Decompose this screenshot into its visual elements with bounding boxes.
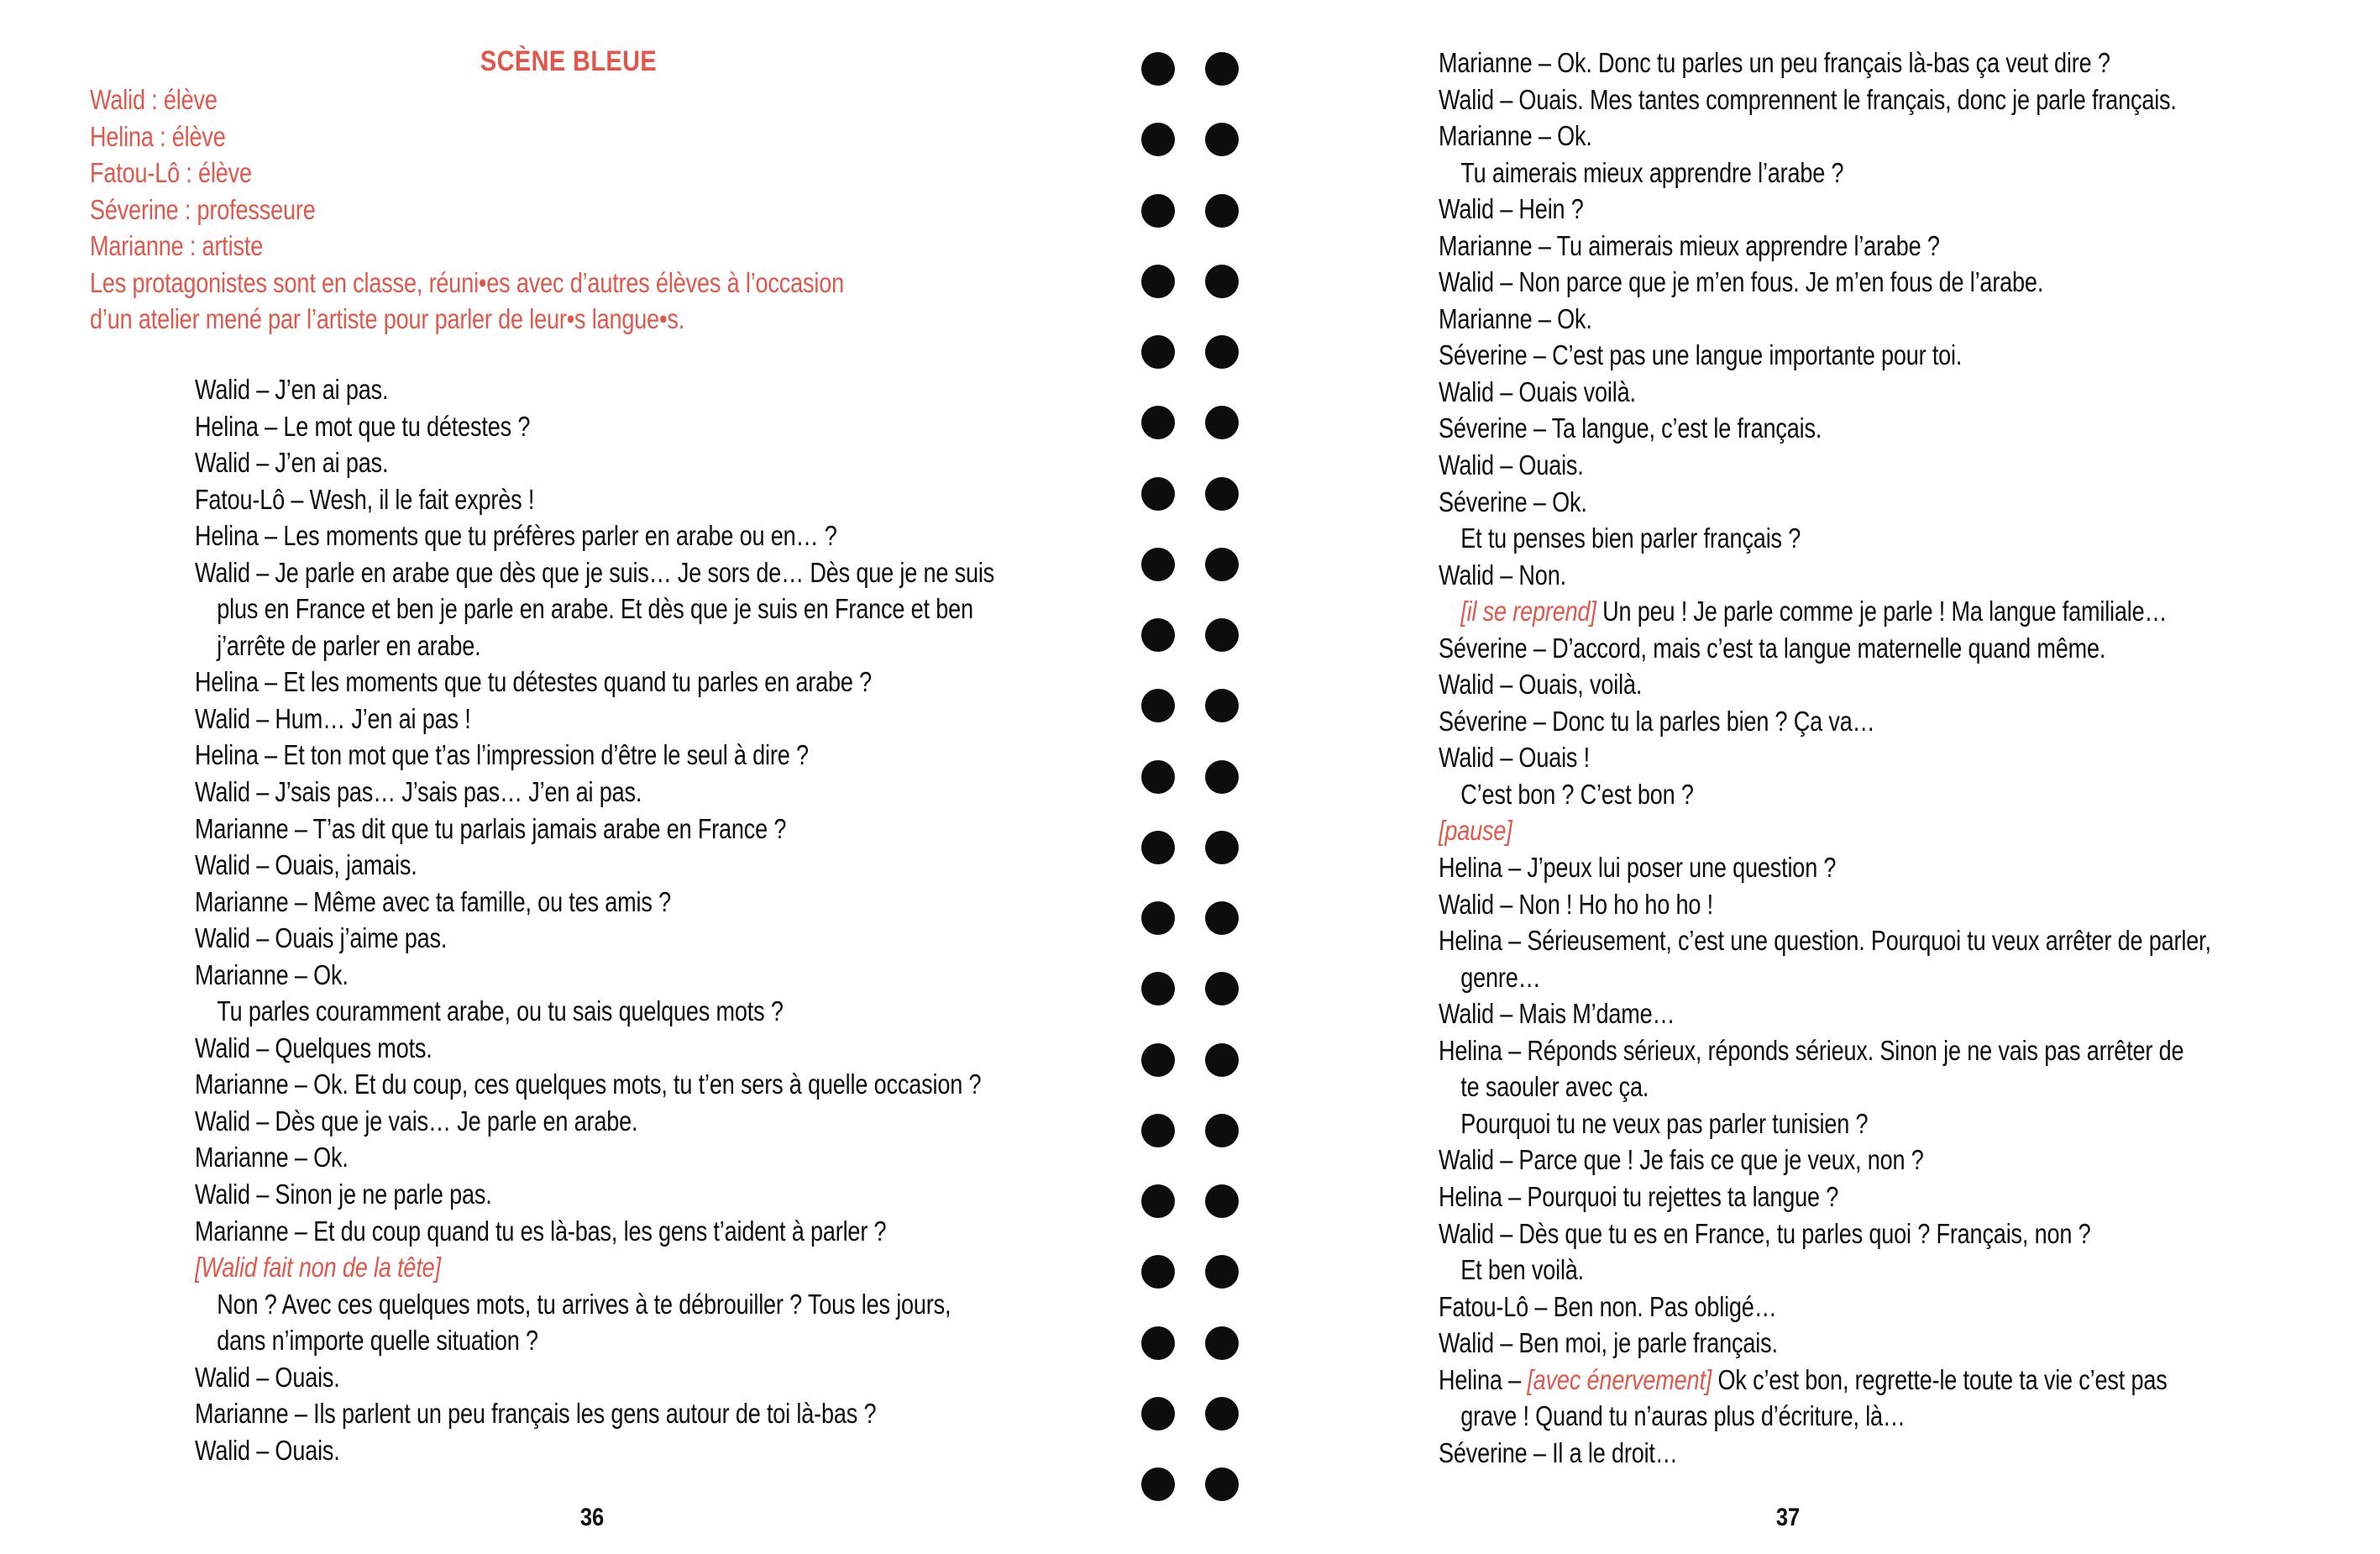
- dialogue-line: [1439, 301, 2211, 338]
- dialogue-line: [1439, 922, 2211, 959]
- dialogue-line: [1439, 155, 2211, 192]
- dialogue-line: [1439, 410, 2211, 447]
- dialogue-text: Walid – Non parce que je m’en fous. Je m’en fous de l’arabe.: [1439, 266, 2044, 298]
- dialogue-line: [195, 1103, 994, 1140]
- dot-row: [1141, 760, 1239, 794]
- dot-row: [1141, 972, 1239, 1005]
- dot-row: [1141, 1043, 1239, 1077]
- dialogue-text: Walid – Ouais. Mes tantes comprennent le français, donc je parle français.: [1439, 83, 2177, 115]
- dialogue-line: [195, 1030, 994, 1067]
- dialogue-text: Helina – Et ton mot que t’as l’impression d’être le seul à dire ?: [195, 739, 809, 771]
- binding-dot: [1205, 406, 1239, 439]
- binding-dot: [1141, 901, 1175, 935]
- dialogue-line: [1439, 520, 2211, 557]
- binding-dot: [1205, 194, 1239, 228]
- dialogue-line: [195, 993, 994, 1030]
- dot-row: [1141, 1326, 1239, 1360]
- dialogue-line: [1439, 666, 2211, 703]
- right-dialogue: [1439, 45, 2380, 1471]
- left-dialogue: [195, 371, 1170, 1468]
- dialogue-text: j’arrête de parler en arabe.: [217, 629, 481, 661]
- dialogue-line: [1439, 1032, 2211, 1069]
- dialogue-text: Helina – J’peux lui poser une question ?: [1439, 852, 1837, 884]
- dot-row: [1141, 123, 1239, 156]
- dialogue-line: [1439, 1289, 2211, 1326]
- dialogue-text: dans n’importe quelle situation ?: [217, 1325, 538, 1357]
- dialogue-text: Non ? Avec ces quelques mots, tu arrives à te débrouiller ? Tous les jours,: [217, 1288, 951, 1320]
- dialogue-text: te saouler avec ça.: [1460, 1071, 1649, 1103]
- binding-dot: [1205, 265, 1239, 298]
- dialogue-text: Helina – Et les moments que tu détestes quand tu parles en arabe ?: [195, 666, 873, 698]
- dialogue-text: Marianne – T’as dit que tu parlais jamais arabe en France ?: [195, 812, 787, 844]
- binding-dot: [1141, 52, 1175, 86]
- binding-dot: [1141, 477, 1175, 511]
- dialogue-text: plus en France et ben je parle en arabe. Et dès que je suis en France et ben: [217, 593, 973, 625]
- binding-dot: [1141, 406, 1175, 439]
- dialogue-line: [1439, 812, 2211, 849]
- dialogue-line: [195, 701, 994, 738]
- dialogue-line: [1439, 739, 2211, 776]
- dialogue-line: [1439, 484, 2211, 521]
- dialogue-line: [195, 737, 994, 774]
- binding-dot: [1141, 194, 1175, 228]
- stage-direction: [il se reprend]: [1460, 596, 1596, 627]
- dialogue-line: [1439, 1179, 2211, 1215]
- dialogue-line: [195, 517, 994, 554]
- binding-dot: [1141, 1467, 1175, 1501]
- dialogue-line: [1439, 1068, 2211, 1105]
- dialogue-text: Walid – Quelques mots.: [195, 1032, 432, 1063]
- dialogue-text: Marianne – Ok. Et du coup, ces quelques mots, tu t’en sers à quelle occasion ?: [195, 1068, 982, 1100]
- dialogue-text: Tu aimerais mieux apprendre l’arabe ?: [1460, 156, 1844, 188]
- binding-dot: [1141, 618, 1175, 652]
- dialogue-text: Marianne – Ok.: [195, 1142, 349, 1173]
- dialogue-text: genre…: [1460, 961, 1541, 993]
- dialogue-text: Séverine – D’accord, mais c’est ta langue maternelle quand même.: [1439, 632, 2106, 664]
- dialogue-text: Marianne – Tu aimerais mieux apprendre l’arabe ?: [1439, 229, 1940, 261]
- binding-dot: [1141, 1255, 1175, 1289]
- dialogue-text: Et ben voilà.: [1460, 1254, 1585, 1286]
- dialogue-line: [1439, 959, 2211, 996]
- dialogue-text: Walid – Ben moi, je parle français.: [1439, 1327, 1778, 1359]
- binding-dot: [1205, 901, 1239, 935]
- dialogue-line: [1439, 118, 2211, 155]
- binding-dot: [1141, 831, 1175, 864]
- cast-line: Les protagonistes sont en classe, réuni•es avec d’autres élèves à l’occasion: [90, 266, 845, 298]
- dialogue-text: Marianne – Ok.: [1439, 120, 1592, 152]
- dialogue-text: grave ! Quand tu n’auras plus d’écriture, là…: [1460, 1400, 1906, 1432]
- dialogue-line: [1439, 81, 2211, 118]
- binding-dot: [1141, 689, 1175, 722]
- binding-dot: [1141, 335, 1175, 369]
- dot-row: [1141, 335, 1239, 369]
- dialogue-text: Helina – Pourquoi tu rejettes ta langue ?: [1439, 1180, 1839, 1212]
- dialogue-text: Walid – Hum… J’en ai pas !: [195, 702, 471, 734]
- dialogue-line: [1439, 1435, 2211, 1472]
- binding-dot: [1141, 972, 1175, 1005]
- dot-row: [1141, 194, 1239, 228]
- binding-dot: [1141, 265, 1175, 298]
- dot-row: [1141, 477, 1239, 511]
- dialogue-text: Walid – Dès que tu es en France, tu parles quoi ? Français, non ?: [1439, 1217, 2091, 1249]
- dialogue-line: [1439, 593, 2211, 630]
- dialogue-text: Séverine – C’est pas une langue importante pour toi.: [1439, 339, 1963, 371]
- dialogue-line: [195, 884, 994, 921]
- dialogue-line: [1439, 374, 2211, 411]
- dialogue-line: [1439, 557, 2211, 594]
- dialogue-line: [195, 957, 994, 994]
- dialogue-text: Helina – Réponds sérieux, réponds sérieux. Sinon je ne vais pas arrêter de: [1439, 1034, 2184, 1066]
- dialogue-text: Walid – Ouais, jamais.: [195, 849, 417, 881]
- dialogue-text: Walid – Mais M’dame…: [1439, 998, 1675, 1030]
- binding-dot: [1205, 123, 1239, 156]
- dialogue-text: Walid – Non ! Ho ho ho ho !: [1439, 888, 1714, 920]
- dialogue-line: [1439, 703, 2211, 740]
- dialogue-line: [1439, 337, 2211, 374]
- page-number-right: 37: [1775, 1504, 1801, 1531]
- dialogue-text: Un peu ! Je parle comme je parle ! Ma langue familiale…: [1596, 596, 2168, 627]
- dot-row: [1141, 618, 1239, 652]
- binding-dot: [1205, 689, 1239, 722]
- dialogue-line: [195, 847, 994, 884]
- dot-row: [1141, 1255, 1239, 1289]
- dialogue-line: [1439, 630, 2211, 667]
- dialogue-text: Fatou-Lô – Wesh, il le fait exprès !: [195, 483, 535, 515]
- stage-direction: [Walid fait non de la tête]: [195, 1252, 441, 1284]
- dialogue-line: [1439, 228, 2211, 265]
- binding-dot: [1141, 1184, 1175, 1218]
- binding-dot: [1205, 618, 1239, 652]
- binding-dot: [1205, 1326, 1239, 1360]
- dialogue-text: Ok c’est bon, regrette-le toute ta vie c’est pas: [1712, 1363, 2168, 1395]
- binding-dot: [1141, 1043, 1175, 1077]
- dialogue-line: [195, 371, 994, 408]
- dialogue-line: [1439, 191, 2211, 228]
- dialogue-text: Walid – Ouais.: [1439, 449, 1584, 481]
- dialogue-text: Pourquoi tu ne veux pas parler tunisien ?: [1460, 1107, 1869, 1139]
- cast-line: Helina : élève: [90, 120, 226, 152]
- dialogue-text: C’est bon ? C’est bon ?: [1460, 778, 1694, 810]
- scene-title: SCÈNE BLEUE: [480, 45, 658, 77]
- dialogue-line: [195, 481, 994, 518]
- dialogue-line: [195, 664, 994, 701]
- dialogue-line: [1439, 1215, 2211, 1252]
- dialogue-line: [1439, 1252, 2211, 1289]
- dot-row: [1141, 689, 1239, 722]
- binding-dot: [1205, 1397, 1239, 1431]
- cast-list: [90, 81, 1009, 338]
- dialogue-line: [195, 1432, 994, 1469]
- dialogue-text: Helina – Les moments que tu préfères parler en arabe ou en… ?: [195, 520, 837, 552]
- dialogue-line: [195, 1176, 994, 1213]
- binding-dot: [1205, 831, 1239, 864]
- dialogue-line: [195, 1139, 994, 1176]
- binding-dot: [1205, 760, 1239, 794]
- binding-dot: [1205, 52, 1239, 86]
- dialogue-line: [195, 408, 994, 445]
- dialogue-text: Marianne – Ok.: [1439, 302, 1592, 334]
- dot-row: [1141, 1184, 1239, 1218]
- dialogue-line: [1439, 1362, 2211, 1399]
- binding-dot: [1205, 477, 1239, 511]
- dialogue-text: Walid – Ouais j’aime pas.: [195, 922, 448, 954]
- dialogue-text: Séverine – Il a le droit…: [1439, 1436, 1678, 1468]
- dialogue-line: [1439, 1325, 2211, 1362]
- dialogue-line: [195, 444, 994, 481]
- dot-row: [1141, 1467, 1239, 1501]
- binding-dot: [1141, 1114, 1175, 1147]
- dialogue-text: Marianne – Même avec ta famille, ou tes amis ?: [195, 885, 671, 917]
- binding-dot: [1205, 1255, 1239, 1289]
- cast-line: Séverine : professeure: [90, 193, 316, 225]
- stage-direction: [avec énervement]: [1527, 1363, 1712, 1395]
- dialogue-line: [195, 1322, 994, 1359]
- dialogue-text: Walid – J’en ai pas.: [195, 447, 389, 479]
- dialogue-text: Séverine – Donc tu la parles bien ? Ça va…: [1439, 705, 1875, 737]
- dialogue-line: [1439, 1142, 2211, 1179]
- dialogue-line: [1439, 264, 2211, 301]
- dot-row: [1141, 265, 1239, 298]
- dialogue-text: Marianne – Ok. Donc tu parles un peu français là-bas ça veut dire ?: [1439, 47, 2110, 78]
- dialogue-line: [1439, 776, 2211, 813]
- dot-row: [1141, 406, 1239, 439]
- dot-row: [1141, 831, 1239, 864]
- dialogue-line: [195, 1359, 994, 1396]
- dialogue-text: Walid – Parce que ! Je fais ce que je veux, non ?: [1439, 1144, 1924, 1176]
- dialogue-line: [1439, 1398, 2211, 1435]
- dialogue-text: Walid – Ouais voilà.: [1439, 375, 1636, 407]
- dialogue-text: Séverine – Ta langue, c’est le français.: [1439, 412, 1822, 444]
- dot-row: [1141, 901, 1239, 935]
- cast-line: Walid : élève: [90, 84, 218, 115]
- dialogue-text: Walid – Ouais !: [1439, 742, 1591, 774]
- dialogue-line: [195, 920, 994, 957]
- binding-dot: [1141, 1397, 1175, 1431]
- dialogue-text: Walid – Ouais.: [195, 1361, 340, 1393]
- page-number-left: 36: [579, 1504, 605, 1531]
- binding-dot: [1141, 123, 1175, 156]
- binding-dot: [1205, 1184, 1239, 1218]
- dialogue-text: Walid – J’sais pas… J’sais pas… J’en ai pas.: [195, 776, 642, 808]
- dialogue-text: Helina – Sérieusement, c’est une question. Pourquoi tu veux arrêter de parler,: [1439, 925, 2211, 957]
- binding-dot: [1205, 548, 1239, 581]
- dialogue-line: [195, 1213, 994, 1250]
- cast-line: Fatou-Lô : élève: [90, 157, 252, 189]
- dialogue-line: [1439, 447, 2211, 484]
- dialogue-line: [195, 1395, 994, 1432]
- binding-dot: [1205, 1467, 1239, 1501]
- dialogue-line: [195, 554, 994, 591]
- dialogue-text: Marianne – Ils parlent un peu français les gens autour de toi là-bas ?: [195, 1398, 877, 1430]
- binding-dot: [1205, 1043, 1239, 1077]
- dialogue-line: [1439, 886, 2211, 923]
- dialogue-line: [195, 811, 994, 848]
- binding-dot: [1141, 548, 1175, 581]
- dialogue-line: [1439, 849, 2211, 886]
- dialogue-text: Walid – Non.: [1439, 559, 1566, 591]
- dialogue-text: Marianne – Et du coup quand tu es là-bas, les gens t’aident à parler ?: [195, 1215, 887, 1247]
- dialogue-text: Walid – Je parle en arabe que dès que je suis… Je sors de… Dès que je ne suis: [195, 556, 995, 588]
- dialogue-line: [195, 1249, 994, 1286]
- dialogue-line: [195, 774, 994, 811]
- dialogue-text: Helina – Le mot que tu détestes ?: [195, 410, 531, 442]
- dialogue-line: [195, 1066, 994, 1103]
- dialogue-line: [1439, 45, 2211, 81]
- dialogue-line: [195, 591, 994, 627]
- dialogue-text: Séverine – Ok.: [1439, 486, 1587, 517]
- cast-line: d’un atelier mené par l’artiste pour parler de leur•s langue•s.: [90, 303, 685, 335]
- dialogue-text: Walid – Ouais.: [195, 1434, 340, 1466]
- cast-line: Marianne : artiste: [90, 230, 264, 262]
- stage-direction: [pause]: [1439, 815, 1512, 847]
- binding-dot: [1141, 760, 1175, 794]
- binding-dot: [1205, 1114, 1239, 1147]
- binding-dot: [1205, 972, 1239, 1005]
- dialogue-text: Walid – Sinon je ne parle pas.: [195, 1179, 492, 1210]
- dialogue-line: [195, 1286, 994, 1323]
- dialogue-text: Marianne – Ok.: [195, 958, 349, 990]
- dot-row: [1141, 548, 1239, 581]
- dialogue-line: [195, 627, 994, 664]
- binding-dot: [1205, 335, 1239, 369]
- dialogue-text: Walid – J’en ai pas.: [195, 374, 389, 405]
- dialogue-text: Walid – Ouais, voilà.: [1439, 669, 1643, 701]
- dialogue-text: Walid – Hein ?: [1439, 193, 1584, 225]
- dialogue-text: Et tu penses bien parler français ?: [1460, 522, 1801, 554]
- dialogue-text: Walid – Dès que je vais… Je parle en arabe.: [195, 1105, 638, 1137]
- dialogue-line: [1439, 1105, 2211, 1142]
- dialogue-text: Fatou-Lô – Ben non. Pas obligé…: [1439, 1290, 1777, 1322]
- binding-dot: [1141, 1326, 1175, 1360]
- dialogue-text: Tu parles couramment arabe, ou tu sais quelques mots ?: [217, 995, 784, 1027]
- dot-row: [1141, 1114, 1239, 1147]
- dot-row: [1141, 52, 1239, 86]
- dot-row: [1141, 1397, 1239, 1431]
- dialogue-text: Helina –: [1439, 1363, 1528, 1395]
- dialogue-line: [1439, 995, 2211, 1032]
